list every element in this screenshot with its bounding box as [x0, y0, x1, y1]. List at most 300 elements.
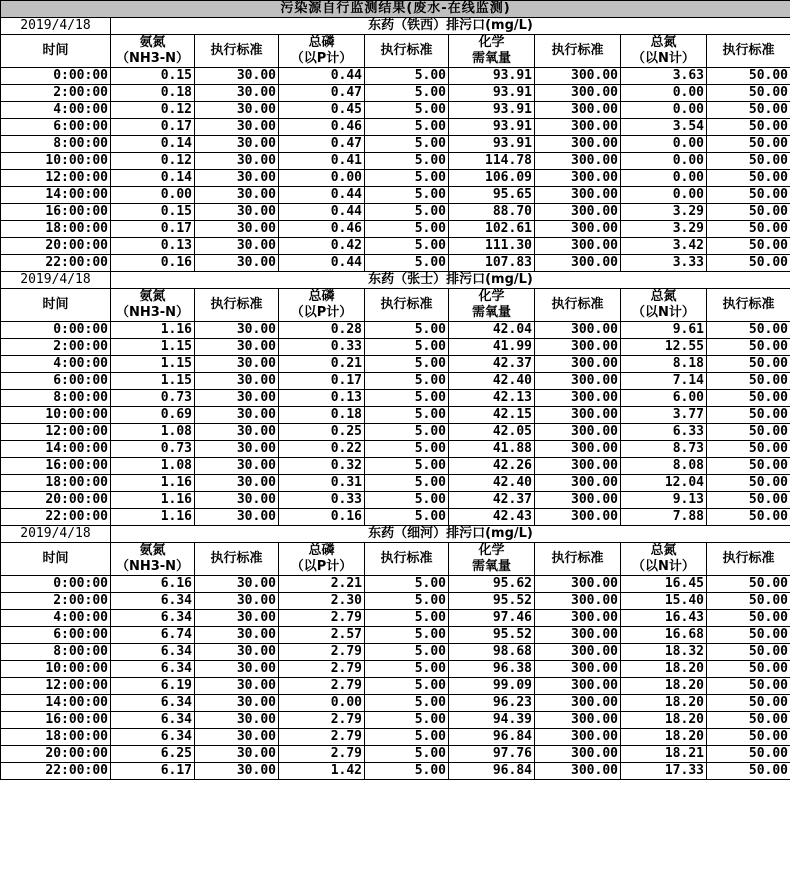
value-cell: 5.00	[365, 661, 449, 678]
value-cell: 2.30	[279, 593, 365, 610]
value-cell: 50.00	[707, 238, 790, 255]
table-row	[1, 610, 790, 627]
column-header-row	[1, 543, 790, 576]
value-cell: 6.34	[111, 661, 195, 678]
time-cell: 2:00:00	[1, 339, 111, 356]
value-cell: 1.08	[111, 458, 195, 475]
value-cell: 300.00	[535, 407, 621, 424]
value-cell: 300.00	[535, 322, 621, 339]
value-cell: 30.00	[195, 153, 279, 170]
value-cell: 41.99	[449, 339, 535, 356]
value-cell: 50.00	[707, 390, 790, 407]
value-cell: 18.20	[621, 661, 707, 678]
value-cell: 50.00	[707, 373, 790, 390]
value-cell: 5.00	[365, 255, 449, 272]
column-header: 总氮 （以N计）	[621, 289, 707, 322]
value-cell: 5.00	[365, 373, 449, 390]
value-cell: 30.00	[195, 593, 279, 610]
value-cell: 30.00	[195, 610, 279, 627]
value-cell: 30.00	[195, 119, 279, 136]
table-row	[1, 187, 790, 204]
table-row	[1, 255, 790, 272]
time-cell: 10:00:00	[1, 407, 111, 424]
value-cell: 300.00	[535, 85, 621, 102]
value-cell: 5.00	[365, 170, 449, 187]
value-cell: 1.16	[111, 492, 195, 509]
value-cell: 2.79	[279, 712, 365, 729]
value-cell: 114.78	[449, 153, 535, 170]
value-cell: 0.46	[279, 119, 365, 136]
value-cell: 30.00	[195, 712, 279, 729]
column-header: 执行标准	[195, 35, 279, 68]
value-cell: 30.00	[195, 695, 279, 712]
value-cell: 41.88	[449, 441, 535, 458]
value-cell: 30.00	[195, 746, 279, 763]
value-cell: 30.00	[195, 424, 279, 441]
value-cell: 5.00	[365, 356, 449, 373]
value-cell: 0.69	[111, 407, 195, 424]
value-cell: 107.83	[449, 255, 535, 272]
value-cell: 6.33	[621, 424, 707, 441]
value-cell: 8.73	[621, 441, 707, 458]
table-row	[1, 712, 790, 729]
value-cell: 300.00	[535, 712, 621, 729]
value-cell: 300.00	[535, 610, 621, 627]
value-cell: 2.57	[279, 627, 365, 644]
value-cell: 300.00	[535, 153, 621, 170]
value-cell: 0.44	[279, 68, 365, 85]
value-cell: 30.00	[195, 204, 279, 221]
value-cell: 18.20	[621, 712, 707, 729]
value-cell: 6.25	[111, 746, 195, 763]
value-cell: 5.00	[365, 390, 449, 407]
column-header: 氨氮 （NH3-N）	[111, 289, 195, 322]
value-cell: 50.00	[707, 407, 790, 424]
value-cell: 18.20	[621, 678, 707, 695]
value-cell: 0.31	[279, 475, 365, 492]
value-cell: 50.00	[707, 678, 790, 695]
value-cell: 3.42	[621, 238, 707, 255]
time-cell: 16:00:00	[1, 204, 111, 221]
value-cell: 50.00	[707, 356, 790, 373]
column-header: 时间	[1, 289, 111, 322]
value-cell: 300.00	[535, 119, 621, 136]
table-row	[1, 492, 790, 509]
value-cell: 30.00	[195, 221, 279, 238]
value-cell: 300.00	[535, 509, 621, 526]
value-cell: 2.79	[279, 661, 365, 678]
value-cell: 6.34	[111, 729, 195, 746]
column-header: 执行标准	[365, 35, 449, 68]
value-cell: 300.00	[535, 492, 621, 509]
value-cell: 6.34	[111, 695, 195, 712]
column-header-row	[1, 35, 790, 68]
value-cell: 300.00	[535, 746, 621, 763]
value-cell: 18.20	[621, 695, 707, 712]
value-cell: 50.00	[707, 610, 790, 627]
value-cell: 0.15	[111, 68, 195, 85]
value-cell: 30.00	[195, 170, 279, 187]
value-cell: 7.14	[621, 373, 707, 390]
value-cell: 0.21	[279, 356, 365, 373]
time-cell: 14:00:00	[1, 695, 111, 712]
value-cell: 1.15	[111, 373, 195, 390]
value-cell: 50.00	[707, 187, 790, 204]
value-cell: 300.00	[535, 339, 621, 356]
value-cell: 5.00	[365, 509, 449, 526]
table-row	[1, 695, 790, 712]
value-cell: 0.73	[111, 390, 195, 407]
value-cell: 96.38	[449, 661, 535, 678]
value-cell: 300.00	[535, 102, 621, 119]
column-header: 化学 需氧量	[449, 289, 535, 322]
value-cell: 0.41	[279, 153, 365, 170]
time-cell: 10:00:00	[1, 153, 111, 170]
value-cell: 6.00	[621, 390, 707, 407]
value-cell: 300.00	[535, 576, 621, 593]
value-cell: 0.28	[279, 322, 365, 339]
column-header: 执行标准	[535, 35, 621, 68]
value-cell: 6.74	[111, 627, 195, 644]
value-cell: 0.16	[111, 255, 195, 272]
value-cell: 50.00	[707, 136, 790, 153]
value-cell: 50.00	[707, 576, 790, 593]
value-cell: 111.30	[449, 238, 535, 255]
time-cell: 14:00:00	[1, 187, 111, 204]
value-cell: 30.00	[195, 729, 279, 746]
value-cell: 0.44	[279, 187, 365, 204]
value-cell: 5.00	[365, 627, 449, 644]
value-cell: 0.14	[111, 170, 195, 187]
value-cell: 16.68	[621, 627, 707, 644]
value-cell: 50.00	[707, 68, 790, 85]
value-cell: 5.00	[365, 492, 449, 509]
time-cell: 16:00:00	[1, 712, 111, 729]
value-cell: 30.00	[195, 661, 279, 678]
value-cell: 5.00	[365, 136, 449, 153]
value-cell: 96.84	[449, 763, 535, 780]
column-header: 执行标准	[707, 35, 790, 68]
value-cell: 5.00	[365, 238, 449, 255]
value-cell: 1.16	[111, 509, 195, 526]
time-cell: 22:00:00	[1, 255, 111, 272]
value-cell: 12.55	[621, 339, 707, 356]
value-cell: 300.00	[535, 204, 621, 221]
column-header: 氨氮 （NH3-N）	[111, 543, 195, 576]
value-cell: 30.00	[195, 255, 279, 272]
value-cell: 5.00	[365, 695, 449, 712]
value-cell: 5.00	[365, 85, 449, 102]
value-cell: 5.00	[365, 322, 449, 339]
value-cell: 300.00	[535, 593, 621, 610]
table-row	[1, 441, 790, 458]
value-cell: 3.77	[621, 407, 707, 424]
value-cell: 95.52	[449, 627, 535, 644]
value-cell: 0.00	[279, 695, 365, 712]
value-cell: 50.00	[707, 492, 790, 509]
page-title: 污染源自行监测结果(废水-在线监测)	[1, 1, 790, 18]
value-cell: 300.00	[535, 187, 621, 204]
value-cell: 42.37	[449, 492, 535, 509]
time-cell: 4:00:00	[1, 610, 111, 627]
value-cell: 50.00	[707, 475, 790, 492]
value-cell: 5.00	[365, 593, 449, 610]
value-cell: 50.00	[707, 644, 790, 661]
value-cell: 5.00	[365, 475, 449, 492]
value-cell: 5.00	[365, 644, 449, 661]
value-cell: 0.42	[279, 238, 365, 255]
value-cell: 2.79	[279, 644, 365, 661]
value-cell: 0.22	[279, 441, 365, 458]
value-cell: 300.00	[535, 238, 621, 255]
table-row	[1, 119, 790, 136]
section-header-row	[1, 526, 790, 543]
value-cell: 300.00	[535, 255, 621, 272]
column-header: 执行标准	[707, 543, 790, 576]
value-cell: 42.43	[449, 509, 535, 526]
time-cell: 18:00:00	[1, 221, 111, 238]
value-cell: 30.00	[195, 339, 279, 356]
time-cell: 0:00:00	[1, 68, 111, 85]
value-cell: 2.79	[279, 610, 365, 627]
value-cell: 300.00	[535, 627, 621, 644]
table-row	[1, 509, 790, 526]
value-cell: 0.12	[111, 102, 195, 119]
value-cell: 1.16	[111, 475, 195, 492]
value-cell: 0.47	[279, 85, 365, 102]
value-cell: 3.29	[621, 221, 707, 238]
value-cell: 94.39	[449, 712, 535, 729]
column-header: 执行标准	[535, 543, 621, 576]
value-cell: 300.00	[535, 68, 621, 85]
value-cell: 0.17	[279, 373, 365, 390]
time-cell: 14:00:00	[1, 441, 111, 458]
value-cell: 2.79	[279, 729, 365, 746]
value-cell: 97.46	[449, 610, 535, 627]
time-cell: 22:00:00	[1, 763, 111, 780]
value-cell: 50.00	[707, 627, 790, 644]
value-cell: 3.29	[621, 204, 707, 221]
value-cell: 18.21	[621, 746, 707, 763]
value-cell: 0.12	[111, 153, 195, 170]
value-cell: 88.70	[449, 204, 535, 221]
value-cell: 5.00	[365, 407, 449, 424]
value-cell: 50.00	[707, 255, 790, 272]
outlet-name: 东药（细河）排污口(mg/L)	[111, 526, 790, 543]
value-cell: 300.00	[535, 644, 621, 661]
value-cell: 30.00	[195, 763, 279, 780]
value-cell: 0.33	[279, 339, 365, 356]
time-cell: 12:00:00	[1, 678, 111, 695]
value-cell: 42.04	[449, 322, 535, 339]
value-cell: 50.00	[707, 85, 790, 102]
value-cell: 1.15	[111, 339, 195, 356]
value-cell: 30.00	[195, 475, 279, 492]
value-cell: 5.00	[365, 678, 449, 695]
value-cell: 5.00	[365, 221, 449, 238]
table-row	[1, 373, 790, 390]
time-cell: 8:00:00	[1, 390, 111, 407]
column-header: 执行标准	[535, 289, 621, 322]
column-header: 氨氮 （NH3-N）	[111, 35, 195, 68]
value-cell: 0.00	[621, 102, 707, 119]
value-cell: 2.21	[279, 576, 365, 593]
value-cell: 30.00	[195, 136, 279, 153]
time-cell: 2:00:00	[1, 593, 111, 610]
value-cell: 300.00	[535, 373, 621, 390]
value-cell: 1.16	[111, 322, 195, 339]
value-cell: 5.00	[365, 68, 449, 85]
value-cell: 0.32	[279, 458, 365, 475]
value-cell: 0.25	[279, 424, 365, 441]
table-row	[1, 204, 790, 221]
column-header: 执行标准	[365, 543, 449, 576]
table-row	[1, 763, 790, 780]
table-row	[1, 390, 790, 407]
value-cell: 6.19	[111, 678, 195, 695]
value-cell: 42.15	[449, 407, 535, 424]
time-cell: 12:00:00	[1, 424, 111, 441]
time-cell: 0:00:00	[1, 322, 111, 339]
value-cell: 95.62	[449, 576, 535, 593]
value-cell: 30.00	[195, 407, 279, 424]
table-row	[1, 153, 790, 170]
title-row	[1, 1, 790, 18]
value-cell: 42.05	[449, 424, 535, 441]
table-row	[1, 424, 790, 441]
value-cell: 1.08	[111, 424, 195, 441]
value-cell: 93.91	[449, 136, 535, 153]
value-cell: 18.32	[621, 644, 707, 661]
table-row	[1, 136, 790, 153]
column-header: 时间	[1, 35, 111, 68]
value-cell: 8.08	[621, 458, 707, 475]
time-cell: 6:00:00	[1, 627, 111, 644]
table-row	[1, 68, 790, 85]
value-cell: 50.00	[707, 102, 790, 119]
value-cell: 50.00	[707, 119, 790, 136]
value-cell: 30.00	[195, 85, 279, 102]
value-cell: 0.00	[111, 187, 195, 204]
value-cell: 0.44	[279, 204, 365, 221]
time-cell: 20:00:00	[1, 746, 111, 763]
value-cell: 30.00	[195, 356, 279, 373]
time-cell: 16:00:00	[1, 458, 111, 475]
value-cell: 42.40	[449, 373, 535, 390]
table-row	[1, 746, 790, 763]
value-cell: 102.61	[449, 221, 535, 238]
value-cell: 6.34	[111, 712, 195, 729]
value-cell: 50.00	[707, 661, 790, 678]
value-cell: 50.00	[707, 339, 790, 356]
value-cell: 300.00	[535, 695, 621, 712]
value-cell: 30.00	[195, 373, 279, 390]
value-cell: 50.00	[707, 712, 790, 729]
column-header: 总氮 （以N计）	[621, 543, 707, 576]
table-row	[1, 407, 790, 424]
time-cell: 6:00:00	[1, 373, 111, 390]
column-header: 执行标准	[195, 543, 279, 576]
value-cell: 16.43	[621, 610, 707, 627]
table-row	[1, 170, 790, 187]
value-cell: 5.00	[365, 610, 449, 627]
value-cell: 30.00	[195, 492, 279, 509]
value-cell: 93.91	[449, 85, 535, 102]
value-cell: 0.17	[111, 221, 195, 238]
time-cell: 12:00:00	[1, 170, 111, 187]
table-row	[1, 356, 790, 373]
time-cell: 0:00:00	[1, 576, 111, 593]
value-cell: 5.00	[365, 763, 449, 780]
value-cell: 30.00	[195, 68, 279, 85]
value-cell: 6.17	[111, 763, 195, 780]
time-cell: 18:00:00	[1, 475, 111, 492]
value-cell: 50.00	[707, 729, 790, 746]
value-cell: 9.13	[621, 492, 707, 509]
value-cell: 300.00	[535, 221, 621, 238]
value-cell: 5.00	[365, 339, 449, 356]
value-cell: 300.00	[535, 170, 621, 187]
value-cell: 0.45	[279, 102, 365, 119]
value-cell: 300.00	[535, 678, 621, 695]
value-cell: 300.00	[535, 136, 621, 153]
column-header: 总氮 （以N计）	[621, 35, 707, 68]
value-cell: 30.00	[195, 322, 279, 339]
value-cell: 96.84	[449, 729, 535, 746]
time-cell: 4:00:00	[1, 356, 111, 373]
value-cell: 96.23	[449, 695, 535, 712]
table-row	[1, 221, 790, 238]
value-cell: 50.00	[707, 221, 790, 238]
value-cell: 50.00	[707, 322, 790, 339]
time-cell: 20:00:00	[1, 492, 111, 509]
table-row	[1, 458, 790, 475]
value-cell: 8.18	[621, 356, 707, 373]
value-cell: 2.79	[279, 746, 365, 763]
table-row	[1, 627, 790, 644]
value-cell: 5.00	[365, 204, 449, 221]
table-row	[1, 661, 790, 678]
value-cell: 1.15	[111, 356, 195, 373]
value-cell: 0.00	[621, 170, 707, 187]
column-header: 总磷 （以P计）	[279, 35, 365, 68]
value-cell: 5.00	[365, 424, 449, 441]
section-date: 2019/4/18	[1, 526, 111, 543]
value-cell: 50.00	[707, 695, 790, 712]
value-cell: 30.00	[195, 458, 279, 475]
value-cell: 300.00	[535, 729, 621, 746]
value-cell: 95.52	[449, 593, 535, 610]
time-cell: 18:00:00	[1, 729, 111, 746]
value-cell: 5.00	[365, 458, 449, 475]
value-cell: 50.00	[707, 509, 790, 526]
value-cell: 30.00	[195, 627, 279, 644]
value-cell: 30.00	[195, 678, 279, 695]
table-row	[1, 729, 790, 746]
table-row	[1, 593, 790, 610]
value-cell: 30.00	[195, 390, 279, 407]
value-cell: 300.00	[535, 424, 621, 441]
value-cell: 0.18	[279, 407, 365, 424]
time-cell: 2:00:00	[1, 85, 111, 102]
time-cell: 8:00:00	[1, 136, 111, 153]
section-date: 2019/4/18	[1, 272, 111, 289]
value-cell: 0.00	[621, 136, 707, 153]
value-cell: 30.00	[195, 441, 279, 458]
value-cell: 6.34	[111, 610, 195, 627]
section-date: 2019/4/18	[1, 18, 111, 35]
value-cell: 42.40	[449, 475, 535, 492]
